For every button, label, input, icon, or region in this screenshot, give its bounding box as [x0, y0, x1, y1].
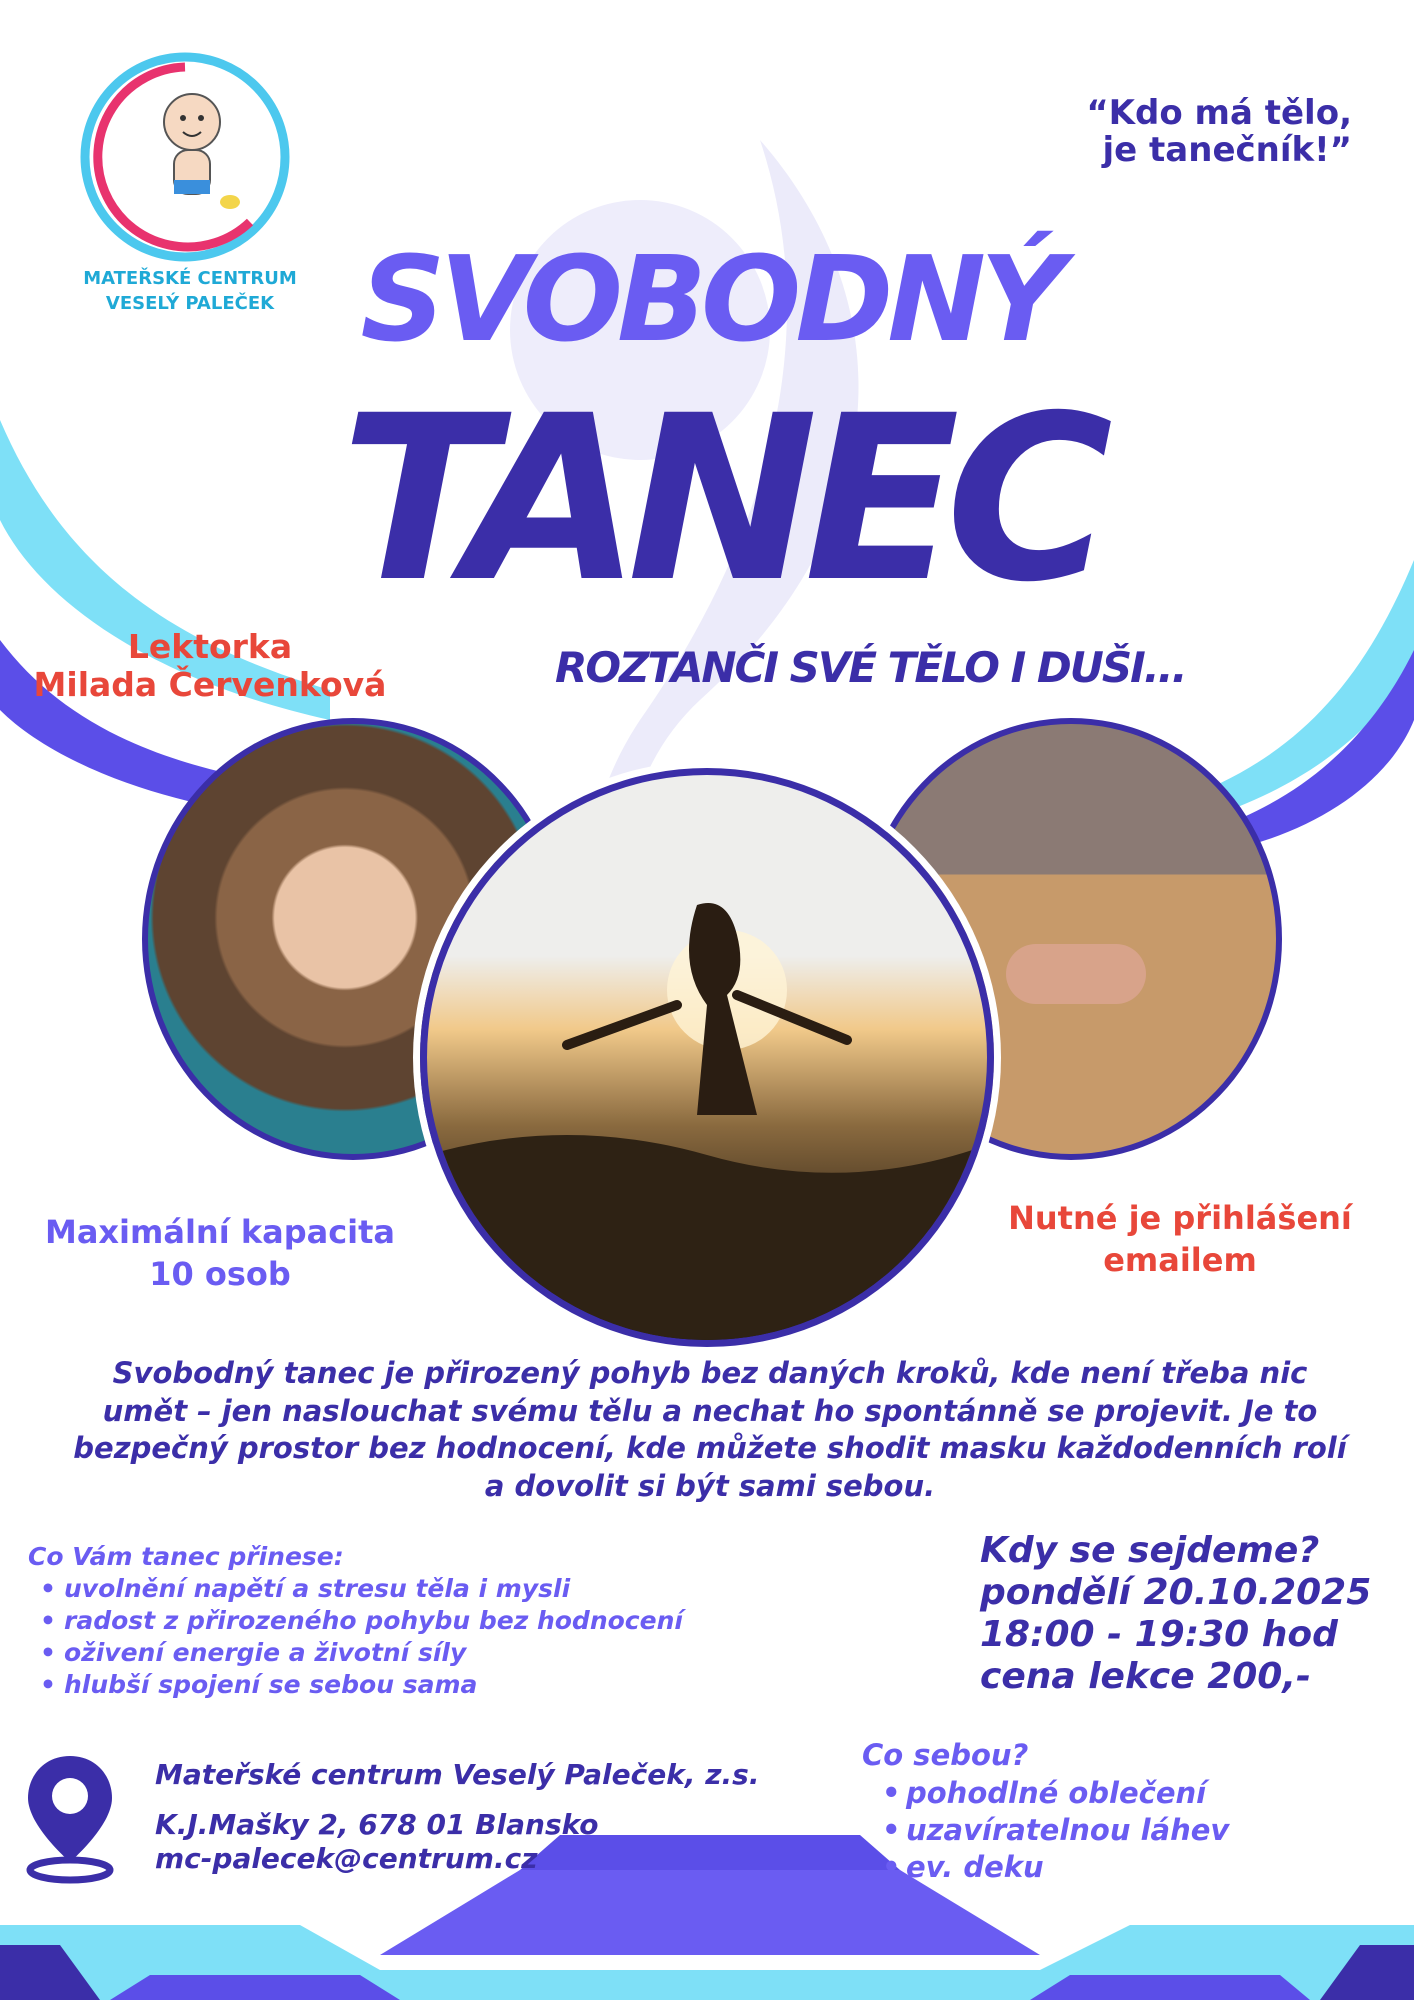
list-item: • radost z přirozeného pohybu bez hodnocení [28, 1605, 683, 1637]
contact-organization: Mateřské centrum Veselý Paleček, z.s. [155, 1758, 760, 1791]
location-pin-icon [22, 1752, 118, 1884]
lecturer [10, 628, 410, 704]
bring-title: Co sebou? [862, 1738, 1029, 1772]
quote-line2: je tanečník!” [1102, 130, 1352, 171]
capacity-line2: 10 osob [149, 1254, 291, 1293]
contact-email[interactable]: mc-palecek@centrum.cz [155, 1842, 538, 1875]
description: Svobodný tanec je přirozený pohyb bez daných kroků, kde není třeba nic umět – jen naslouchat svému tělu a nechat ho spontánně se projevit. Je to bezpečný prostor bez hodnocení, kde můžete shodit masku každodenních rolí a dovolit si být sami sebou. [73, 1356, 1347, 1504]
quote-line1: “Kdo má tělo, [1086, 93, 1352, 133]
registration-line1: Nutné je přihlášení [1008, 1199, 1352, 1237]
schedule-time: 18:00 - 19:30 hod [980, 1614, 1338, 1655]
schedule [980, 1530, 1371, 1698]
dancer-silhouette-photo [420, 768, 994, 1347]
dancer-silhouette [427, 775, 987, 1340]
quote [1086, 95, 1352, 170]
title-line1: SVOBODNÝ [360, 230, 1060, 368]
schedule-price: cena lekce 200,- [980, 1656, 1311, 1697]
registration-line2: emailem [1103, 1240, 1257, 1279]
capacity [20, 1212, 420, 1295]
title-line2: TANEC [340, 366, 1100, 632]
benefits-list [28, 1573, 683, 1701]
capacity-line1: Maximální kapacita [44, 1213, 396, 1251]
lecturer-name: Milada Červenková [33, 664, 387, 704]
contact-address: K.J.Mašky 2, 678 01 Blansko [155, 1808, 599, 1841]
registration-note [970, 1198, 1390, 1281]
lecturer-role: Lektorka [127, 627, 293, 666]
list-item: • pohodlné oblečení [870, 1775, 1229, 1812]
list-item: • uzavíratelnou láhev [870, 1812, 1229, 1849]
list-item: • ev. deku [870, 1849, 1229, 1886]
list-item: • oživení energie a životní síly [28, 1637, 683, 1669]
list-item: • uvolnění napětí a stresu těla i mysli [28, 1573, 683, 1605]
schedule-question: Kdy se sejdeme? [980, 1530, 1320, 1571]
logo-line1: MATEŘSKÉ CENTRUM [83, 268, 297, 289]
logo-emblem [80, 52, 290, 262]
schedule-date: pondělí 20.10.2025 [980, 1572, 1372, 1613]
logo-text [60, 266, 320, 316]
list-item: • hlubší spojení se sebou sama [28, 1669, 683, 1701]
benefits-title: Co Vám tanec přinese: [28, 1542, 344, 1571]
bring-list [870, 1775, 1229, 1886]
logo-line2: VESELÝ PALEČEK [105, 293, 275, 315]
tagline: ROZTANČI SVÉ TĚLO I DUŠI... [555, 643, 1186, 692]
feet-shape [1006, 944, 1146, 1004]
